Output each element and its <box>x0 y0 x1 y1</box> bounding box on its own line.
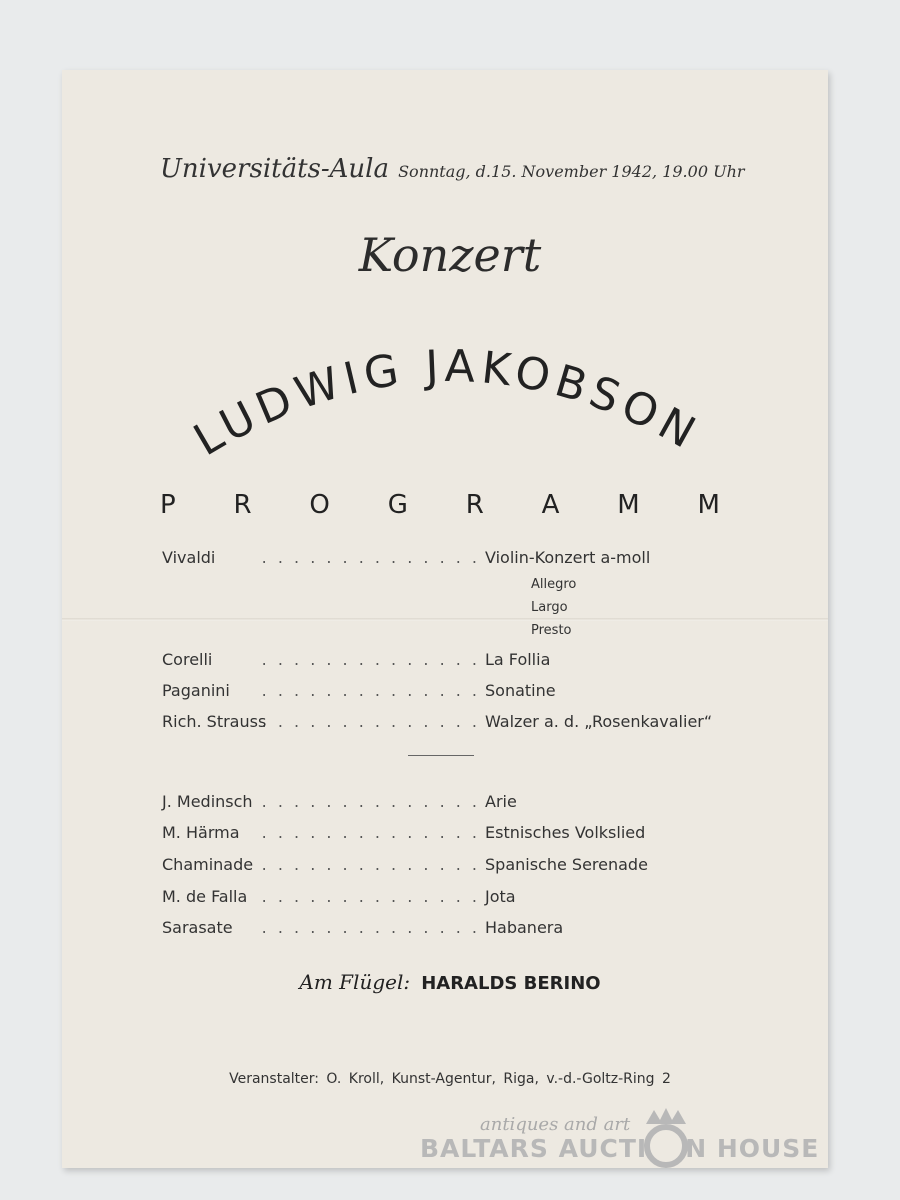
dot-leader: . . . . . . . . . . . . . . <box>261 823 480 842</box>
composer: J. Medinsch <box>162 792 253 811</box>
watermark-tagline: antiques and art <box>480 1114 631 1135</box>
dot-leader: . . . . . . . . . . . . . . <box>261 681 480 700</box>
composer: Chaminade <box>162 855 254 874</box>
program-row <box>162 792 762 816</box>
section-divider <box>408 755 474 756</box>
watermark-brand-part2: N HOUSE <box>685 1134 820 1163</box>
program-heading-letter: O <box>309 490 330 520</box>
program-heading-letter: M <box>617 490 640 520</box>
dot-leader: . . . . . . . . . . . . . . <box>261 918 480 937</box>
concert-date: Sonntag, d.15. November 1942, 19.00 Uhr <box>398 162 745 181</box>
accompanist-line <box>0 970 900 994</box>
work-title: La Follia <box>485 650 551 669</box>
composer: Paganini <box>162 681 230 700</box>
concert-title: Konzert <box>358 228 542 282</box>
composer: M. de Falla <box>162 887 248 906</box>
program-heading-letter: M <box>697 490 720 520</box>
program-row <box>162 712 762 736</box>
movement: Allegro <box>531 577 577 592</box>
performer-name-arc <box>0 300 900 500</box>
dot-leader: . . . . . . . . . . . . . . <box>261 792 480 811</box>
work-title: Estnisches Volkslied <box>485 823 646 842</box>
program-row <box>162 887 762 911</box>
svg-text:LUDWIG JAKOBSON <box>185 341 708 466</box>
work-title: Walzer a. d. „Rosenkavalier“ <box>485 712 713 731</box>
program-row <box>162 855 762 879</box>
composer: Vivaldi <box>162 548 216 567</box>
dot-leader: . . . . . . . . . . . . . . <box>261 548 480 567</box>
work-title: Spanische Serenade <box>485 855 648 874</box>
dot-leader: . . . . . . . . . . . . . . <box>261 712 480 731</box>
venue-date-line <box>160 154 745 184</box>
accompanist-name: HARALDS BERINO <box>421 973 601 994</box>
dot-leader: . . . . . . . . . . . . . . <box>261 887 480 906</box>
program-row <box>162 823 762 847</box>
movement: Presto <box>531 623 572 638</box>
work-title: Habanera <box>485 918 564 937</box>
work-title: Violin-Konzert a-moll <box>485 548 651 567</box>
program-heading-letter: P <box>160 490 176 520</box>
accompanist-label: Am Flügel: <box>299 970 411 994</box>
paper-fold <box>62 618 828 621</box>
movement: Largo <box>531 600 568 615</box>
work-title: Arie <box>485 792 517 811</box>
program-row <box>162 918 762 942</box>
composer: Corelli <box>162 650 213 669</box>
work-title: Jota <box>485 887 516 906</box>
composer: Rich. Strauss <box>162 712 267 731</box>
performer-name: LUDWIG JAKOBSON <box>185 340 709 467</box>
watermark-brand-part1: BALTARS AUCTI <box>420 1134 648 1163</box>
program-heading-letter: G <box>387 490 408 520</box>
program-row <box>162 681 762 705</box>
program-heading-letter: R <box>233 490 252 520</box>
program-heading-letter: R <box>465 490 484 520</box>
composer: M. Härma <box>162 823 240 842</box>
program-heading-letter: A <box>541 490 560 520</box>
program-row <box>162 548 762 572</box>
watermark-brand <box>420 1134 819 1163</box>
dot-leader: . . . . . . . . . . . . . . <box>261 855 480 874</box>
crown-icon <box>640 1106 692 1168</box>
dot-leader: . . . . . . . . . . . . . . <box>261 650 480 669</box>
organizer-line: Veranstalter: O. Kroll, Kunst-Agentur, Riga, v.-d.-Goltz-Ring 2 <box>229 1071 671 1087</box>
work-title: Sonatine <box>485 681 556 700</box>
program-row <box>162 650 762 674</box>
program-heading <box>160 490 720 520</box>
composer: Sarasate <box>162 918 233 937</box>
venue: Universitäts-Aula <box>160 154 389 184</box>
